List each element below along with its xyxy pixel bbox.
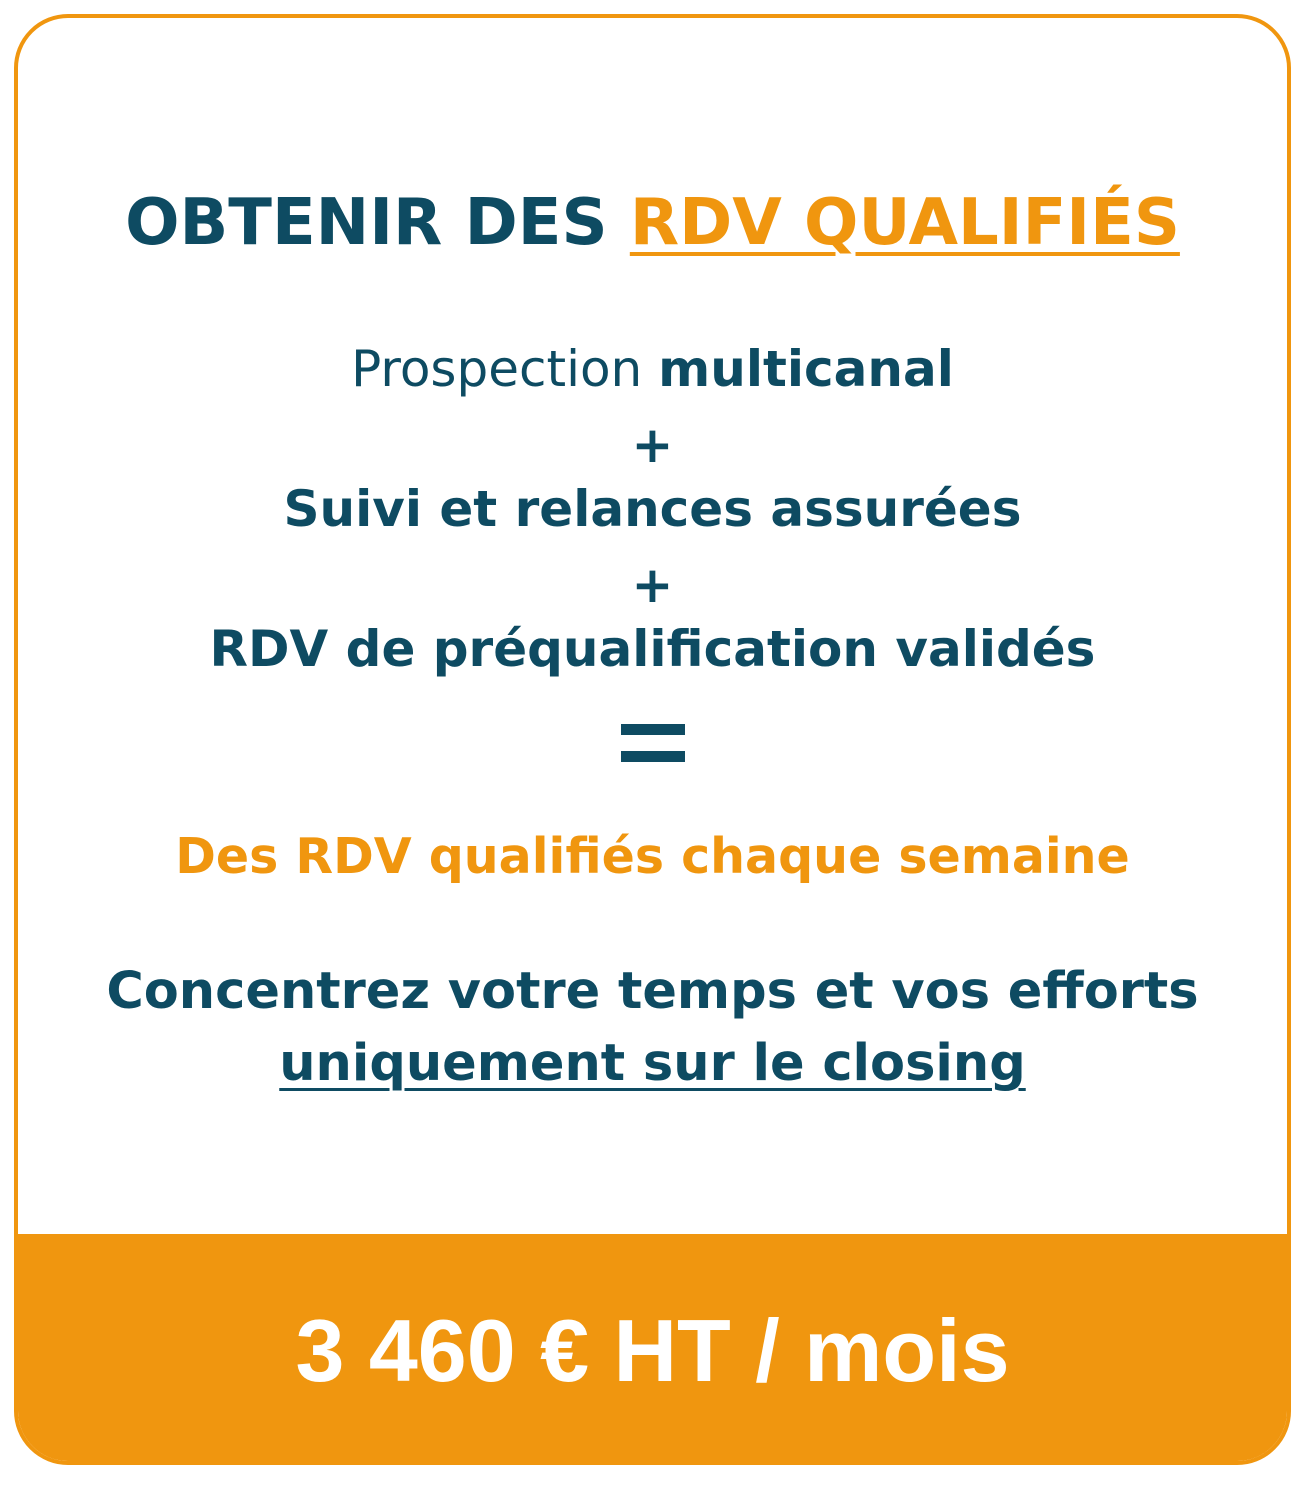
step-follow-up: Suivi et relances assurées [283, 480, 1022, 538]
focus-text-line2 [18, 1034, 1287, 1093]
plus-sign: + [631, 416, 674, 474]
price-label: 3 460 € HT / mois [295, 1301, 1010, 1400]
title-prefix: OBTENIR DES [125, 186, 608, 260]
offer-title [18, 186, 1287, 260]
step-prospection-label: Prospection [351, 340, 643, 398]
focus-text-line1: Concentrez votre temps et vos efforts [106, 962, 1199, 1021]
step-prequalification: RDV de préqualification validés [209, 620, 1096, 678]
title-accent: RDV QUALIFIÉS [629, 186, 1180, 260]
price-band [18, 1234, 1287, 1461]
offer-card [14, 14, 1291, 1465]
plus-sign: + [631, 556, 674, 614]
step-prospection [18, 340, 1287, 398]
focus-text-underlined: uniquement sur le closing [279, 1034, 1026, 1093]
result-text: Des RDV qualifiés chaque semaine [175, 828, 1130, 885]
equals-icon [621, 724, 685, 766]
step-prospection-emphasis: multicanal [658, 340, 954, 398]
